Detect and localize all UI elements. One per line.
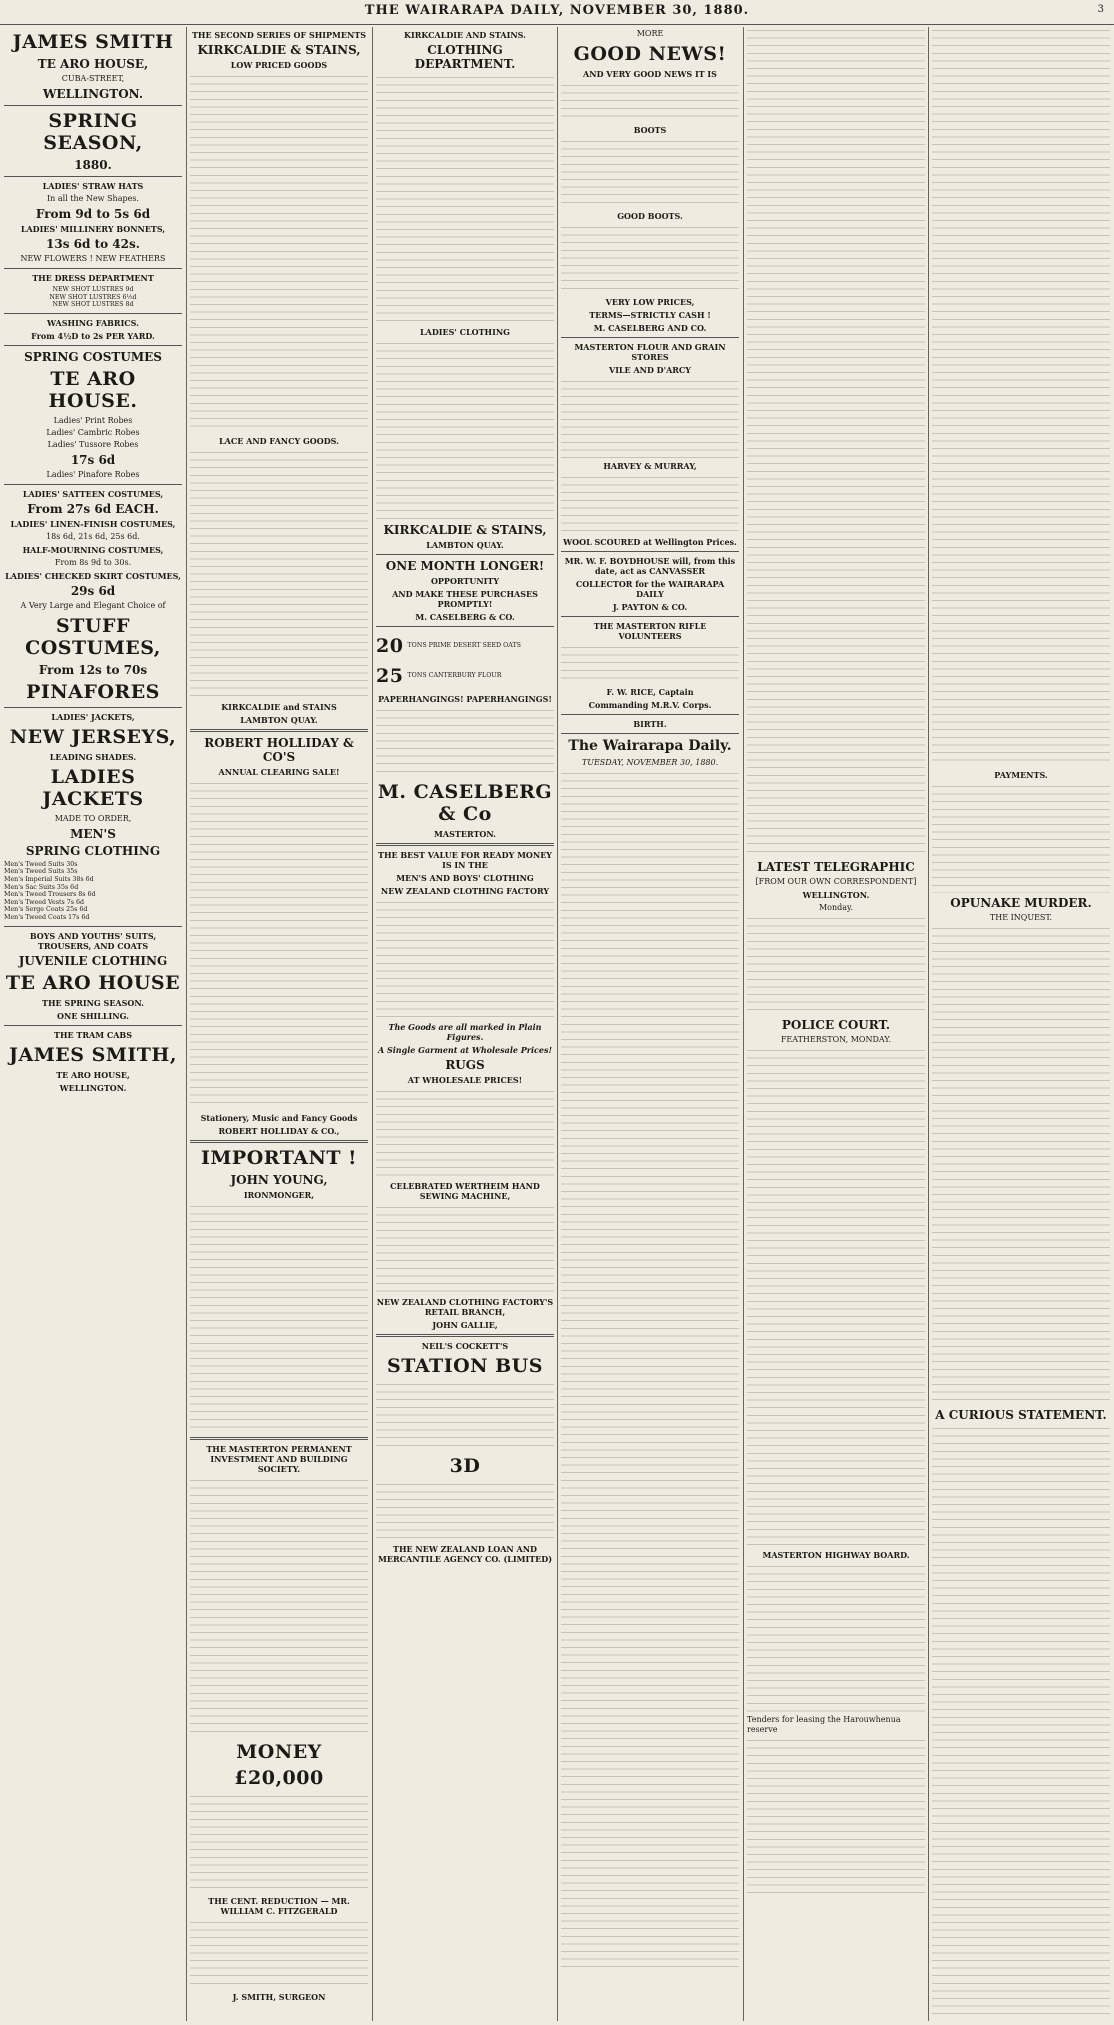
ad-body-text	[190, 1477, 368, 1737]
low-priced: LOW PRICED GOODS	[230, 60, 328, 70]
telegraphic-heading: LATEST TELEGRAPHIC	[757, 860, 915, 874]
cadets: Commanding M.R.V. Corps.	[588, 700, 712, 710]
rugs: RUGS	[445, 1058, 485, 1072]
column-rule	[743, 27, 744, 2021]
column-rule	[557, 27, 558, 2021]
ad-body-text	[190, 1203, 368, 1433]
paperhangings: PAPERHANGINGS! PAPERHANGINGS!	[378, 694, 552, 704]
tons-20-number: 20	[376, 635, 404, 657]
good-news-sub: AND VERY GOOD NEWS IT IS	[583, 69, 717, 79]
ad-body-text	[561, 474, 739, 534]
divider	[4, 313, 182, 314]
news-text	[932, 27, 1110, 767]
masthead	[0, 0, 1114, 25]
paper-name: The Wairarapa Daily.	[568, 738, 732, 754]
divider	[376, 626, 554, 627]
firm-heading-2: KIRKCALDIE and STAINS	[221, 702, 337, 712]
list-item: NEW SHOT LUSTRES 6½d	[49, 293, 137, 301]
divider	[561, 714, 739, 715]
curious-statement: A CURIOUS STATEMENT.	[935, 1408, 1107, 1422]
list-item: Men's Serge Coats 25s 6d	[4, 906, 88, 914]
ad-body-text	[561, 82, 739, 122]
news-text	[747, 27, 925, 857]
vile-darcy: VILE AND D'ARCY	[608, 365, 692, 375]
divider	[561, 337, 739, 338]
more: MORE	[636, 29, 664, 38]
mens-boys: MEN'S AND BOYS' CLOTHING	[396, 873, 534, 883]
ladies-jackets-heading: LADIES JACKETS	[42, 765, 144, 810]
list-item: Men's Imperial Suits 38s 6d	[4, 875, 94, 883]
caselberg-2: M. CASELBERG & Co	[377, 781, 553, 825]
city: WELLINGTON.	[42, 87, 144, 101]
satteen-price: From 27s 6d EACH.	[27, 501, 159, 516]
ad-body-text	[561, 378, 739, 458]
wellington: WELLINGTON.	[802, 890, 870, 900]
clothing-heading: CLOTHING DEPARTMENT.	[414, 43, 516, 71]
robes-line: Ladies' Print Robes	[53, 415, 133, 425]
lustre-list	[4, 286, 182, 309]
one-month-heading: ONE MONTH LONGER!	[385, 559, 545, 573]
divider	[376, 1334, 554, 1337]
news-text	[747, 1047, 925, 1547]
canvasser: MR. W. F. BOYDHOUSE will, from this date, act as CANVASSER	[564, 556, 736, 576]
payments: PAYMENTS.	[994, 770, 1048, 780]
washing-heading: WASHING FABRICS.	[47, 317, 139, 328]
wool-scoured: WOOL SCOURED at Wellington Prices.	[563, 537, 737, 547]
divider	[561, 616, 739, 617]
ad-body-text	[190, 73, 368, 433]
rice: F. W. RICE, Captain	[606, 687, 694, 697]
money-heading: MONEY	[236, 1741, 322, 1763]
wertheim: CELEBRATED WERTHEIM HAND SEWING MACHINE,	[390, 1181, 540, 1201]
inquest: THE INQUEST.	[989, 913, 1053, 922]
collector: COLLECTOR for the WAIRARAPA DAILY	[575, 579, 725, 599]
jackets-heading: LADIES' JACKETS,	[51, 711, 135, 722]
sale-heading: ANNUAL CLEARING SALE!	[218, 767, 340, 777]
divider	[4, 707, 182, 708]
one-shilling: ONE SHILLING.	[57, 1010, 129, 1021]
monday: Monday.	[818, 903, 854, 912]
season-heading: SPRING SEASON,	[43, 110, 143, 154]
washing-price: From 4½D to 2s PER YARD.	[31, 330, 155, 341]
column-1	[4, 27, 182, 2021]
divider	[4, 1025, 182, 1026]
ad-body-text	[376, 340, 554, 520]
divider	[561, 551, 739, 552]
lace-heading: LACE AND FANCY GOODS.	[219, 436, 339, 446]
brand-footer: JAMES SMITH,	[9, 1043, 177, 1066]
holliday-heading: ROBERT HOLLIDAY & CO'S	[204, 736, 354, 764]
tons-20-text: TONS PRIME DESERT SEED OATS	[407, 642, 521, 650]
jerseys-heading: NEW JERSEYS,	[9, 725, 177, 748]
spring-clothing-heading: SPRING CLOTHING	[25, 843, 161, 858]
mourning-price: From 8s 9d to 30s.	[54, 557, 132, 567]
store-name: TE ARO HOUSE,	[37, 57, 149, 71]
ad-body-text	[376, 74, 554, 324]
cockett: NEIL'S COCKETT'S	[421, 1341, 509, 1351]
flour-stores: MASTERTON FLOUR AND GRAIN STORES	[574, 342, 726, 362]
permanent-heading: THE MASTERTON PERMANENT INVESTMENT AND BUILDING SOCIETY.	[206, 1444, 352, 1474]
station-bus: STATION BUS	[387, 1355, 543, 1377]
quay: LAMBTON QUAY.	[240, 715, 318, 725]
column-rule	[372, 27, 373, 2021]
low-prices: VERY LOW PRICES,	[605, 297, 695, 307]
nz-factory: NEW ZEALAND CLOTHING FACTORY	[380, 886, 550, 896]
season-year: 1880.	[74, 158, 112, 172]
ad-body-text	[561, 224, 739, 294]
fare: 3D	[449, 1455, 481, 1477]
hats-price: From 9d to 5s 6d	[35, 207, 151, 221]
list-item: NEW SHOT LUSTRES 8d	[52, 301, 134, 309]
column-6	[932, 27, 1110, 2021]
correspondent: [FROM OUR OWN CORRESPONDENT]	[755, 877, 917, 886]
list-item: Men's Tweed Suits 35s	[4, 868, 78, 876]
nz-loan: THE NEW ZEALAND LOAN AND MERCANTILE AGENCY CO. (LIMITED)	[378, 1544, 552, 1564]
nz-retail: NEW ZEALAND CLOTHING FACTORY'S RETAIL BRANCH,	[376, 1297, 554, 1317]
ad-body-text	[190, 449, 368, 699]
gallie: JOHN GALLIE,	[432, 1320, 498, 1330]
column-5	[747, 27, 925, 2021]
divider	[561, 733, 739, 734]
street: CUBA-STREET,	[61, 74, 125, 83]
news-text	[747, 1737, 925, 1897]
pinafore-robes: Ladies' Pinafore Robes	[46, 469, 140, 479]
ad-body-text	[376, 1481, 554, 1541]
satteen-heading: LADIES' SATTEEN COSTUMES,	[22, 488, 164, 499]
linen-price: 18s 6d, 21s 6d, 25s 6d.	[46, 531, 140, 541]
tussore-price: 17s 6d	[70, 452, 116, 467]
juvenile-heading: JUVENILE CLOTHING	[18, 953, 168, 968]
purchases: AND MAKE THESE PURCHASES PROMPTLY!	[392, 589, 538, 609]
tons-25-text: TONS CANTERBURY FLOUR	[407, 672, 502, 680]
ironmonger: IRONMONGER,	[243, 1190, 315, 1200]
masterton: MASTERTON.	[434, 829, 496, 839]
divider	[4, 345, 182, 346]
single-garment: A Single Garment at Wholesale Prices!	[378, 1045, 552, 1055]
list-item: Men's Tweed Suits 30s	[4, 860, 78, 868]
news-text	[747, 915, 925, 1015]
divider	[4, 105, 182, 106]
tons-20-row	[376, 631, 554, 661]
column-3	[376, 27, 554, 2021]
tussore-line: Ladies' Tussore Robes	[47, 439, 139, 449]
divider	[376, 843, 554, 846]
pinafores-heading: PINAFORES	[26, 680, 160, 703]
series-heading: THE SECOND SERIES OF SHIPMENTS	[191, 30, 367, 40]
paper-date: TUESDAY, NOVEMBER 30, 1880.	[581, 758, 719, 767]
caselberg-1: M. CASELBERG & CO.	[415, 612, 515, 622]
money-amount: £20,000	[234, 1767, 324, 1789]
divider	[376, 554, 554, 555]
ad-body-text	[376, 1204, 554, 1294]
firm-heading: KIRKCALDIE & STAINS,	[197, 43, 361, 57]
stuff-price: From 12s to 70s	[38, 662, 148, 677]
quay: LAMBTON QUAY.	[426, 540, 504, 550]
harvey-murray: HARVEY & MURRAY,	[603, 461, 697, 471]
news-text	[747, 1563, 925, 1713]
mourning-heading: HALF-MOURNING COSTUMES,	[22, 544, 164, 555]
ad-body-text	[190, 780, 368, 1110]
tram-cabs: THE TRAM CABS	[54, 1029, 132, 1040]
masthead-title: THE WAIRARAPA DAILY, NOVEMBER 30, 1880.	[364, 3, 750, 18]
store-name-3: TE ARO HOUSE	[5, 971, 181, 994]
stationery: Stationery, Music and Fancy Goods	[200, 1113, 358, 1123]
list-item: Men's Tweed Vests 7s 6d	[4, 898, 85, 906]
linen-heading: LADIES' LINEN-FINISH COSTUMES,	[10, 518, 176, 529]
opportunity: OPPORTUNITY	[430, 576, 500, 586]
plain-figures: The Goods are all marked in Plain Figures.	[388, 1022, 542, 1042]
flowers-line: NEW FLOWERS ! NEW FEATHERS	[20, 254, 166, 263]
tenders: Tenders for leasing the Harouwhenua reserve	[747, 1715, 901, 1734]
ad-body-text	[190, 1793, 368, 1893]
bonnets-price: 13s 6d to 42s.	[46, 237, 140, 251]
fitzgerald-heading: THE CENT. REDUCTION — MR. WILLIAM C. FITZGERALD	[208, 1896, 350, 1916]
divider	[4, 484, 182, 485]
wholesale: AT WHOLESALE PRICES!	[407, 1075, 523, 1085]
opunake-murder: OPUNAKE MURDER.	[950, 896, 1092, 910]
ad-body-text	[561, 644, 739, 684]
divider	[190, 1140, 368, 1143]
best-value: THE BEST VALUE FOR READY MONEY IS IN THE	[377, 850, 553, 870]
terms: TERMS—STRICTLY CASH !	[589, 310, 711, 320]
firm-heading: KIRKCALDIE & STAINS,	[383, 523, 547, 537]
column-rule	[928, 27, 929, 2021]
news-text	[932, 783, 1110, 893]
young-heading: JOHN YOUNG,	[230, 1173, 328, 1187]
divider	[4, 268, 182, 269]
list-item: Men's Tweed Coats 17s 6d	[4, 913, 90, 921]
column-rule	[186, 27, 187, 2021]
suits-list	[4, 861, 182, 922]
costumes-heading: SPRING COSTUMES	[24, 349, 162, 364]
good-boots: GOOD BOOTS.	[617, 211, 683, 221]
ad-body-text	[561, 138, 739, 208]
news-text	[932, 1425, 1110, 2021]
city-footer: WELLINGTON.	[59, 1082, 127, 1093]
volunteers: THE MASTERTON RIFLE VOLUNTEERS	[593, 621, 707, 641]
column-4	[561, 27, 739, 2021]
tons-25-number: 25	[376, 665, 404, 687]
ad-body-text	[376, 1381, 554, 1451]
column-2	[190, 27, 368, 2021]
police-court: POLICE COURT.	[781, 1018, 891, 1032]
hats-sub: In all the New Shapes.	[47, 194, 139, 203]
payton: J. PAYTON & CO.	[612, 602, 688, 612]
ladies-clothing: LADIES' CLOTHING	[420, 327, 510, 337]
mens-heading: MEN'S	[70, 826, 116, 841]
checked-heading: LADIES' CHECKED SKIRT COSTUMES,	[5, 570, 181, 581]
divider	[190, 729, 368, 732]
leading-shades: LEADING SHADES.	[49, 751, 137, 762]
featherston: FEATHERSTON, MONDAY.	[780, 1035, 892, 1044]
important-heading: IMPORTANT !	[200, 1147, 357, 1169]
hats-heading: LADIES' STRAW HATS	[42, 181, 144, 191]
good-news: GOOD NEWS!	[573, 43, 727, 65]
checked-price: 29s 6d	[70, 583, 116, 598]
caselberg: M. CASELBERG AND CO.	[593, 323, 707, 333]
surgeon-heading: J. SMITH, SURGEON	[232, 1992, 326, 2002]
divider	[190, 1437, 368, 1440]
list-item: Men's Sac Suits 35s 6d	[4, 883, 79, 891]
editorial-text	[561, 770, 739, 1970]
brand-heading: JAMES SMITH	[12, 31, 174, 53]
kirk-heading: KIRKCALDIE AND STAINS.	[404, 30, 526, 40]
divider	[4, 176, 182, 177]
ad-body-text	[376, 1088, 554, 1178]
store-name-4: TE ARO HOUSE,	[56, 1069, 130, 1080]
ad-body-text	[376, 899, 554, 1019]
stuff-lead: A Very Large and Elegant Choice of	[20, 600, 166, 610]
list-item: NEW SHOT LUSTRES 9d	[52, 286, 134, 293]
divider	[4, 926, 182, 927]
ad-body-text	[190, 1919, 368, 1989]
highway-board: MASTERTON HIGHWAY BOARD.	[762, 1550, 910, 1560]
holliday-footer: ROBERT HOLLIDAY & CO.,	[218, 1126, 340, 1136]
boots: BOOTS	[633, 125, 667, 135]
dress-heading: THE DRESS DEPARTMENT	[32, 273, 154, 283]
tons-25-row	[376, 661, 554, 691]
store-name-2: TE ARO HOUSE.	[48, 367, 138, 412]
bonnets-heading: LADIES' MILLINERY BONNETS,	[20, 224, 166, 234]
ad-body-text	[376, 707, 554, 777]
made-order: MADE TO ORDER,	[54, 813, 132, 823]
news-text	[932, 925, 1110, 1405]
page-number: 3	[1097, 4, 1104, 15]
birth: BIRTH.	[633, 719, 667, 729]
stuff-heading: STUFF COSTUMES,	[25, 614, 161, 659]
cambric-line: Ladies' Cambric Robes	[46, 427, 140, 437]
list-item: Men's Tweed Trousers 8s 6d	[4, 891, 96, 899]
boys-heading: BOYS AND YOUTHS' SUITS, TROUSERS, AND COATS	[29, 930, 157, 951]
spring-season-line: THE SPRING SEASON.	[42, 997, 144, 1008]
